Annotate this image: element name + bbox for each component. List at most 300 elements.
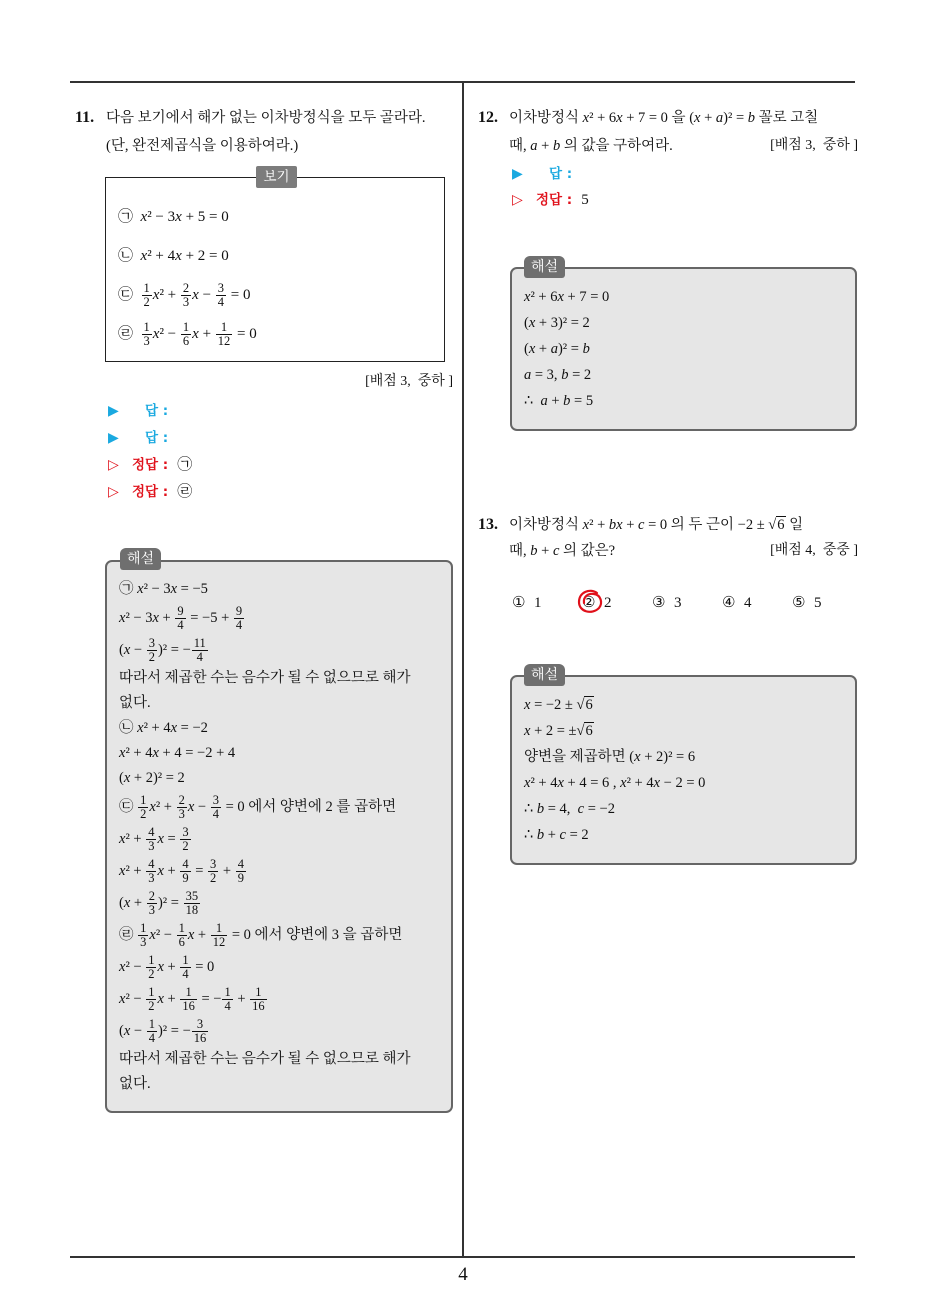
text-run: + (158, 610, 175, 626)
text-run: + (233, 991, 250, 1007)
fraction-numerator (175, 605, 185, 618)
text-run: ㉠ (118, 209, 141, 225)
choice-value: 3 (674, 595, 682, 611)
text-run: = 0 에서 양변에 2 를 곱하면 (221, 799, 397, 815)
filled-arrow-icon: ▶ (108, 430, 119, 446)
fraction-numerator (192, 637, 208, 650)
question-text-run (509, 538, 615, 564)
question-11 (75, 104, 457, 160)
solution-line (119, 791, 411, 823)
text-run: 4 (224, 999, 231, 1014)
filled-arrow-icon: ▶ (108, 403, 119, 419)
text-run: ² − (155, 927, 176, 943)
fraction (147, 1018, 157, 1045)
solution-line (524, 796, 705, 822)
math-variable: x (119, 745, 126, 761)
question-number: 13. (478, 516, 498, 533)
text-run: 4 (177, 618, 184, 633)
math-variable: x (119, 863, 126, 879)
text-run: + (194, 927, 210, 943)
fraction-numerator (147, 1018, 157, 1031)
solution-line (524, 770, 705, 796)
text-run: 6 (585, 723, 593, 739)
math-variable: x (157, 831, 164, 847)
question-text-line (509, 538, 858, 564)
math-variable: x (694, 110, 701, 126)
math-variable: x (175, 248, 182, 264)
text-run: 4 (182, 967, 189, 982)
text-run: )² = − (157, 642, 191, 658)
text-run: = 0 (233, 326, 257, 342)
text-run: 4 (212, 807, 219, 822)
fraction-numerator (211, 794, 221, 807)
text-run: ( (524, 315, 529, 331)
text-run: 18 (185, 903, 199, 918)
text-run: = − (197, 991, 222, 1007)
math-variable: a (715, 110, 724, 126)
math-variable: x (192, 287, 199, 303)
text-run: 꼴로 고칠 (755, 110, 819, 126)
text-run: ² − (125, 959, 146, 975)
text-run: ² − 3 (147, 209, 176, 225)
bottom-rule (70, 1256, 855, 1258)
example-item (118, 315, 257, 354)
choice-option (722, 589, 792, 616)
math-variable: x (653, 775, 661, 791)
solution-line (119, 983, 411, 1015)
choice-option (792, 589, 862, 616)
text-run: ² + (125, 863, 146, 879)
solution-line (119, 691, 411, 716)
text-run: = (163, 831, 180, 847)
text-run: − (130, 1023, 146, 1039)
solution-line (119, 766, 411, 791)
fraction (142, 282, 152, 309)
question-text-run (509, 132, 673, 160)
math-variable: x (187, 927, 195, 943)
choice-option (582, 589, 652, 616)
solution-line (119, 577, 411, 602)
text-run: + 2 = 0 (181, 248, 229, 264)
text-run: 9 (237, 871, 244, 886)
text-run: 16 (182, 999, 195, 1014)
text-run: 1 (140, 921, 147, 936)
solution-line (119, 602, 411, 634)
text-run: 1 (148, 985, 155, 1000)
text-run: 3 (196, 1017, 204, 1032)
solution-line (524, 336, 609, 362)
text-run: = (191, 863, 208, 879)
fraction-denominator (138, 807, 148, 821)
text-run: 2 (148, 967, 155, 982)
outline-arrow-icon: ▷ (512, 192, 523, 208)
fraction (181, 321, 191, 348)
fraction (146, 954, 156, 981)
solution-lines (119, 577, 411, 1097)
text-run: + 7 = 0 (563, 289, 610, 305)
fraction-numerator (222, 986, 232, 999)
choice-mark: ① (512, 593, 526, 611)
fraction (222, 986, 232, 1013)
fraction-numerator (177, 794, 187, 807)
text-run: )² = (157, 895, 183, 911)
solution-line (524, 310, 609, 336)
math-variable: x (140, 248, 148, 264)
math-variable: x (524, 697, 531, 713)
text-run: 35 (185, 889, 199, 904)
math-variable: c (552, 543, 560, 559)
text-run: 2 (140, 807, 147, 822)
math-variable: x (152, 745, 159, 761)
fraction (211, 922, 228, 949)
text-run: = 0 (191, 959, 215, 975)
fraction-denominator (146, 839, 156, 853)
text-run: = 4, (544, 801, 578, 817)
solution-line (119, 716, 411, 741)
square-root (577, 692, 594, 718)
math-variable: x (140, 209, 148, 225)
text-run: = 0 에서 양변에 3 을 곱하면 (228, 927, 403, 943)
text-run: 1 (224, 985, 231, 1000)
filled-arrow-icon: ▶ (512, 166, 523, 182)
choice-mark: ③ (652, 593, 666, 611)
fraction-numerator (216, 282, 226, 295)
text-run: 16 (193, 1031, 207, 1046)
fraction (192, 637, 208, 664)
text-run: ( (119, 770, 124, 786)
fraction (138, 922, 148, 949)
fraction-denominator (180, 999, 197, 1013)
red-answer-circle-icon (576, 588, 604, 616)
text-run: = −2 ± (530, 697, 577, 713)
score-tag: [배점 3, 중하 ] (770, 138, 858, 153)
math-variable: a (530, 138, 538, 154)
outline-arrow-icon: ▷ (108, 457, 119, 473)
text-run: 4 (182, 857, 189, 872)
text-run: ∴ (524, 393, 541, 409)
text-run: 1 (143, 281, 150, 296)
math-variable: x (123, 642, 131, 658)
text-run: 의 값을 구하여라. (560, 138, 673, 154)
text-run: = −2 (584, 801, 615, 817)
text-run: 3 (148, 871, 155, 886)
text-run: = 0 (227, 287, 251, 303)
solution-box (510, 267, 857, 431)
text-run: 3 (140, 935, 147, 950)
text-run: + 2 = ± (530, 723, 577, 739)
solution-line (524, 718, 705, 744)
score-tag: [배점 4, 중중 ] (770, 543, 858, 558)
text-run: 1 (220, 320, 228, 335)
fraction (216, 321, 233, 348)
correct-answer-value: ㉣ (177, 484, 193, 500)
text-run: ( (524, 341, 529, 357)
text-run: + 3)² = 2 (535, 315, 590, 331)
fraction (146, 826, 156, 853)
text-run: + (622, 517, 639, 533)
fraction (208, 858, 218, 885)
fraction-denominator (177, 807, 187, 821)
text-run: + (537, 138, 553, 154)
text-run: 9 (182, 871, 189, 886)
text-run: 6 (777, 517, 785, 533)
fraction-numerator (147, 637, 157, 650)
math-variable: b (582, 341, 590, 357)
text-run: ² + 4 (530, 775, 558, 791)
fraction-numerator (234, 605, 244, 618)
fraction (146, 986, 156, 1013)
fraction-numerator (181, 321, 191, 334)
fraction-denominator (147, 650, 157, 664)
fraction-denominator (208, 871, 218, 885)
math-variable: x (557, 775, 564, 791)
math-variable: x (187, 799, 195, 815)
math-variable: x (170, 720, 178, 736)
square-root (768, 512, 785, 538)
choice-value: 1 (534, 595, 542, 611)
text-run: ㉢ (119, 799, 138, 815)
fraction-denominator (146, 999, 156, 1013)
text-run: 4 (148, 1031, 155, 1046)
fraction-numerator (146, 954, 156, 967)
fraction (175, 605, 185, 632)
text-run: + (130, 895, 146, 911)
text-run: 양변을 제곱하면 ( (524, 749, 635, 765)
text-run: 3 (148, 839, 155, 854)
text-run: + (700, 110, 716, 126)
correct-answer-row (108, 452, 192, 479)
text-run: 의 값은? (559, 543, 616, 559)
fraction-numerator (214, 922, 224, 935)
correct-answer-value: ㉠ (177, 457, 193, 473)
text-run: 1 (140, 793, 147, 808)
solution-label: 해설 (524, 664, 565, 686)
math-variable: x (123, 895, 131, 911)
fraction-denominator (184, 903, 201, 917)
fraction-denominator (211, 935, 228, 949)
fraction-denominator (142, 295, 152, 309)
text-run: )² = (723, 110, 748, 126)
text-run: 6 (585, 697, 593, 713)
example-items (118, 198, 257, 354)
red-answer-circle-stroke (579, 591, 601, 612)
fraction (177, 794, 187, 821)
text-run: + 5 = 0 (181, 209, 229, 225)
text-run: 2 (148, 650, 155, 665)
text-run: ㉣ (119, 927, 138, 943)
text-run: 3 (178, 807, 185, 822)
choice-mark: ② (582, 593, 596, 611)
question-text (509, 104, 858, 160)
math-variable: c (559, 827, 566, 843)
text-run: 11 (193, 636, 206, 651)
fraction-denominator (250, 999, 267, 1013)
solution-box (105, 560, 453, 1113)
text-run: 3 (217, 281, 225, 296)
fraction-numerator (184, 890, 201, 903)
fraction (146, 858, 156, 885)
text-run: ² + (589, 517, 609, 533)
text-run: − (130, 642, 146, 658)
fraction-denominator (211, 807, 221, 821)
text-run: ² + 4 (626, 775, 654, 791)
text-run: 4 (196, 650, 203, 665)
text-run: 이차방정식 (509, 110, 583, 126)
text-run: 2 (210, 871, 217, 886)
choice-mark: ④ (722, 593, 736, 611)
solution-line (524, 692, 705, 718)
math-variable: x (524, 289, 531, 305)
question-12 (478, 104, 858, 160)
text-run: 2 (148, 999, 155, 1014)
fraction-numerator (180, 826, 190, 839)
math-variable: a (550, 341, 558, 357)
text-run: ² + 6 (589, 110, 617, 126)
math-variable: x (157, 863, 164, 879)
example-item (118, 276, 257, 315)
text-run: 따라서 제곱한 수는 음수가 될 수 없으므로 해가 (119, 670, 411, 686)
math-variable: x (620, 775, 627, 791)
solution-label: 해설 (524, 256, 565, 278)
math-variable: c (577, 801, 585, 817)
math-variable: x (119, 831, 126, 847)
page-number: 4 (458, 1264, 468, 1285)
math-variable: x (137, 581, 144, 597)
fraction-numerator (180, 954, 190, 967)
solution-line (119, 1072, 411, 1097)
math-variable: c (638, 517, 645, 533)
text-run: 3 (182, 825, 189, 840)
fraction-denominator (175, 618, 185, 632)
answer-label: 답 : (145, 403, 169, 419)
text-run: ㉣ (118, 326, 141, 342)
text-run: + (537, 543, 553, 559)
math-variable: x (149, 799, 156, 815)
text-run: = 5 (570, 393, 594, 409)
text-run: 1 (148, 953, 155, 968)
text-run: = −5 + (186, 610, 233, 626)
question-text-line (509, 104, 858, 132)
solution-line (119, 1015, 411, 1047)
text-run: − 2 = 0 (660, 775, 706, 791)
math-variable: x (557, 289, 564, 305)
solution-line (119, 855, 411, 887)
fraction (211, 794, 221, 821)
score-tag: [배점 3, 중하 ] (365, 374, 453, 389)
fraction-denominator (138, 935, 148, 949)
text-run: ( (119, 895, 124, 911)
radical-sign: √ (768, 517, 777, 533)
text-run: ㉡ (119, 720, 138, 736)
radicand (584, 696, 593, 713)
math-variable: b (563, 393, 571, 409)
text-run: 따라서 제곱한 수는 음수가 될 수 없으므로 해가 (119, 1051, 411, 1067)
solution-line (119, 634, 411, 666)
correct-answer-label: 정답 : (536, 192, 573, 208)
text-run: ㉢ (118, 287, 141, 303)
solution-line (119, 919, 411, 951)
math-variable: x (616, 110, 623, 126)
solution-line (119, 1047, 411, 1072)
math-variable: x (582, 110, 590, 126)
answer-label: 답 : (145, 430, 169, 446)
solution-line (119, 951, 411, 983)
text-run: 4 (237, 857, 244, 872)
answer-label: 답 : (549, 166, 573, 182)
text-run: 2 (148, 889, 155, 904)
text-run: 2 (182, 281, 190, 296)
fraction-denominator (216, 334, 233, 348)
math-variable: x (528, 315, 536, 331)
fraction-numerator (146, 826, 156, 839)
text-run: ² − 3 (125, 610, 153, 626)
math-variable: x (149, 927, 156, 943)
math-variable: b (561, 367, 569, 383)
math-variable: x (170, 581, 178, 597)
text-run: ㉡ (118, 248, 141, 264)
fraction-denominator (236, 871, 246, 885)
fraction-denominator (146, 967, 156, 981)
text-run: 9 (235, 604, 243, 619)
choice-mark: ⑤ (792, 593, 806, 611)
text-run: ∴ (524, 827, 537, 843)
fraction-denominator (142, 334, 152, 348)
fraction-numerator (253, 986, 263, 999)
fraction (236, 858, 246, 885)
text-run: 4 (235, 618, 243, 633)
math-variable: x (175, 209, 182, 225)
text-run: + 2)² = 2 (130, 770, 185, 786)
text-run: + (544, 827, 560, 843)
column-divider (462, 82, 464, 1257)
math-variable: x (157, 991, 164, 1007)
math-variable: x (582, 517, 590, 533)
text-run: 3 (148, 636, 155, 651)
text-run: ∴ (524, 801, 537, 817)
math-variable: x (152, 326, 160, 342)
text-run: 1 (215, 921, 223, 936)
choice-option (652, 589, 722, 616)
fraction-denominator (180, 871, 190, 885)
text-run: 때, (509, 543, 531, 559)
math-variable: a (540, 393, 548, 409)
text-run: 4 (217, 295, 225, 310)
text-run: ( (119, 1023, 124, 1039)
fraction-denominator (234, 618, 244, 632)
text-run: = 2 (565, 827, 589, 843)
text-run: )² = (557, 341, 583, 357)
fraction-denominator (180, 967, 190, 981)
solution-line (524, 822, 705, 848)
math-variable: x (123, 1023, 131, 1039)
fraction-numerator (147, 890, 157, 903)
outline-arrow-icon: ▷ (108, 484, 119, 500)
text-run: 이차방정식 (509, 517, 583, 533)
fraction-numerator (183, 986, 193, 999)
text-run: 9 (177, 604, 184, 619)
solution-line (119, 666, 411, 691)
text-run: 1 (185, 985, 192, 1000)
text-run: + 2)² = 6 (640, 749, 696, 765)
text-run: )² = − (157, 1023, 191, 1039)
choice-value: 2 (604, 595, 612, 611)
text-run: ㉠ (119, 581, 138, 597)
fraction (216, 282, 226, 309)
solution-label: 해설 (120, 548, 161, 570)
question-number: 11. (75, 109, 95, 126)
solution-line (119, 823, 411, 855)
text-run: − (198, 287, 215, 303)
